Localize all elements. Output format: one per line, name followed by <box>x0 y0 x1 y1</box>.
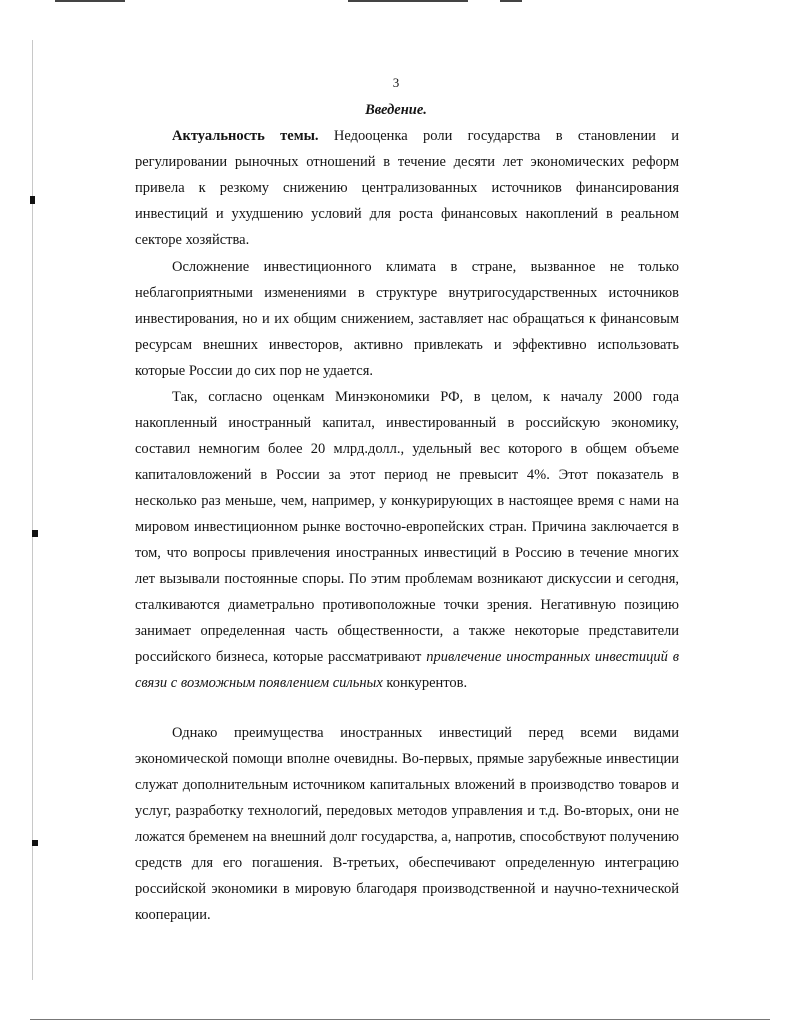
paragraph <box>135 254 679 384</box>
paragraph-italic-text: привлечение иностранных инвестиций в связи с возможным появлением сильных <box>135 649 679 691</box>
paragraph-text: Недооценка роли государства в становлении и регулировании рыночных отношений в течение десяти лет экономических реформ привела к резкому снижению централизованных источников финансирования инвестиций и ухудшению условий для роста финансовых накоплений в реальном секторе хозяйства. <box>135 128 679 248</box>
scan-edge-line <box>30 1019 770 1020</box>
scan-speck <box>32 840 38 846</box>
paragraph-text: Осложнение инвестиционного климата в стране, вызванное не только неблагоприятными изменениями в структуре внутригосударственных источников инвестирования, но и их общим снижением, заставляет нас обращаться к финансовым ресурсам внешних инвесторов, активно привлекать и эффективно использовать которые России до сих пор не удается. <box>135 259 679 379</box>
scan-edge-line <box>55 0 125 2</box>
page-number: 3 <box>392 75 400 90</box>
body-text <box>135 720 679 928</box>
body-text <box>135 123 679 253</box>
scan-margin-edge <box>32 40 33 980</box>
section-heading: Введение. <box>365 102 427 118</box>
scan-speck <box>32 530 38 537</box>
scan-speck <box>30 196 35 204</box>
paragraph-lead: Актуальность темы. <box>172 128 319 144</box>
scan-edge-line <box>348 0 468 2</box>
body-text <box>135 384 679 696</box>
paragraph <box>135 384 679 696</box>
body-text <box>135 254 679 384</box>
paragraph-text-tail: конкурентов. <box>382 675 468 691</box>
paragraph-text: Так, согласно оценкам Минэкономики РФ, в целом, к началу 2000 года накопленный иностранный капитал, инвестированный в российскую экономику, составил немногим более 20 млрд.долл., удельный вес которого в общем объеме капиталовложений в России за этот период не превысит 4%. Этот показатель в несколько раз меньше, чем, например, у конкурирующих в настоящее время с нами на мировом инвестиционном рынке восточно-европейских стран. Причина заключается в том, что вопросы привлечения иностранных инвестиций в Россию в течение многих лет вызывали постоянные споры. По этим проблемам возникают дискуссии и сегодня, сталкиваются диаметрально противоположные точки зрения. Негативную позицию занимает определенная часть общественности, а также некоторые представители российского бизнеса, которые рассматривают <box>135 389 679 665</box>
paragraph <box>135 720 679 928</box>
paragraph-text: Однако преимущества иностранных инвестиций перед всеми видами экономической помощи вполне очевидны. Во-первых, прямые зарубежные инвестиции служат дополнительным источником капитальных вложений в производство товаров и услуг, разработку технологий, передовых методов управления и т.д. Во-вторых, они не ложатся бременем на внешний долг государства, а, напротив, способствуют получению средств для его погашения. В-третьих, обеспечивают определенную интеграцию российской экономики в мировую благодаря производственной и научно-технической кооперации. <box>135 725 679 923</box>
paragraph <box>135 123 679 253</box>
scan-edge-line <box>500 0 522 2</box>
